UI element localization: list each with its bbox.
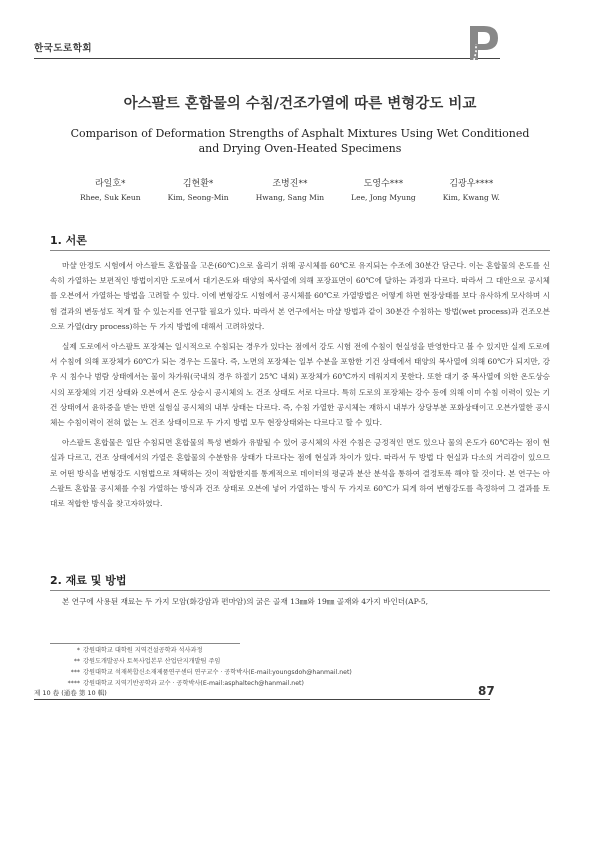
section2-heading: 2. 재료 및 방법 bbox=[50, 574, 127, 587]
author bbox=[443, 176, 500, 202]
journal-logo-icon bbox=[462, 22, 502, 62]
author bbox=[80, 176, 141, 202]
author bbox=[168, 176, 229, 202]
paragraph: 마샬 안정도 시험에서 아스팔트 혼합물을 고온(60℃)으로 올리기 위해 공시체를 60℃로 유지되는 수조에 30분간 담근다. 이는 혼합물의 온도를 신속히 가열하는 보편적인 방법이지만 도로에서 대기온도와 태양의 복사열에 의해 포장표면이 60℃에 달하는 과정과 다르다. 따라서 그 대안으로 공시체를 오븐에서 가열하는 방법을 고려할 수 있다. 이에 변형강도 시험에서 공시체를 60℃로 가열방법은 어떻게 하면 현장상태를 보다 유사하게 모사하며 시험 결과의 변동성도 적게 할 수 있는지를 연구할 필요가 있다. 따라서 본 연구에서는 마샬 방법과 같이 30분간 수침하는 방법(wet process)과 건조오븐으로 가열(dry process)하는 두 가지 방법에 대해서 고려하였다. bbox=[50, 261, 550, 331]
paragraph: 아스팔트 혼합물은 일단 수침되면 혼합물의 특성 변화가 유발될 수 있어 공시체의 사전 수침은 긍정적인 면도 있으나 물의 온도가 60℃라는 점이 현실과 다르고, 건조 상태에서의 가열은 혼합물의 수분함유 상태가 다르다는 점에 현실과 차이가 있다. 따라서 두 방법 다 현실과 다소의 거리감이 있으므로 어떤 방식을 변형강도 시험법으로 채택하는 것이 적합한지를 통계적으로 데이터의 평균과 분산 분석을 통하여 결정토록 해야 할 것이다. 본 연구는 아스팔트 혼합물 공시체를 수침 가열하는 방식과 건조 상태로 오븐에 넣어 가열하는 방식 두 가지로 60℃가 되게 하여 변형강도를 측정하여 그 결과를 토대로 적합한 방식을 찾고자하였다. bbox=[50, 438, 550, 509]
footnote-mark: ** bbox=[73, 658, 80, 665]
author-name-en: Kim, Seong-Min bbox=[167, 193, 229, 202]
author-name-ko: 김광우**** bbox=[449, 179, 494, 189]
journal-name: 한국도로학회 bbox=[34, 43, 93, 54]
title-english-line1: Comparison of Deformation Strengths of Asphalt Mixtures Using Wet Conditioned bbox=[70, 127, 530, 140]
title-korean: 아스팔트 혼합물의 수침/건조가열에 따른 변형강도 비교 bbox=[123, 96, 477, 112]
footnote bbox=[58, 645, 352, 656]
paragraph: 본 연구에 사용된 재료는 두 가지 모암(화강암과 편마암)의 굵은 골재 13㎜와 19㎜ 골재와 4가지 바인더(AP-5, bbox=[62, 597, 429, 606]
paragraph: 실제 도로에서 아스팔트 포장체는 일시적으로 수침되는 경우가 있다는 점에서 강도 시험 전에 수침이 현실성을 반영한다고 볼 수 있지만 실제 도로에서 수침에 의해 포장체가 60℃가 되는 경우는 드물다. 즉, 노면의 포장체는 일부 수분을 포함한 기건 상태에서 태양의 복사열에 의해 60℃가 되지만, 강우 시 침수나 범람 상태에서는 물이 차가워(국내의 경우 하절기 25℃ 내외) 포장체가 60℃까지 데워지지 못한다. 또한 대기 중 복사열에 의한 온도상승시의 포장체의 기건 상태와 오븐에서 온도 상승시 공시체의 노 건조 상태도 서로 다르다. 특히 도로의 포장체는 강수 등에 의해 이미 수침 이력이 있는 기건 상태에서 윤하중을 받는 반면 실험실 공시체의 내부 상태는 다르다. 즉, 수침 가열한 공시체는 재하시 내부가 상당부분 포화상태이고 오븐가열한 공시체는 수침이력이 전혀 없는 노 건조 상태이므로 두 가지 방법 모두 현장상태와는 다르다고 할 수 있다. bbox=[50, 342, 550, 428]
footnote-mark: *** bbox=[70, 669, 80, 676]
footnotes bbox=[58, 645, 352, 689]
footnote-text: 강원대학교 지역기반공학과 교수 · 공학박사(E-mail:asphaltech@hanmail.net) bbox=[83, 680, 304, 687]
footnote-mark: * bbox=[76, 647, 80, 654]
header-rule bbox=[34, 58, 500, 59]
author-name-ko: 라일호* bbox=[94, 179, 126, 189]
author-name-ko: 김현환* bbox=[182, 179, 214, 189]
footer-volume: 제 10 卷 (通卷 第 10 輯) bbox=[34, 689, 107, 697]
author-name-ko: 도영수*** bbox=[363, 179, 404, 189]
section1-heading: 1. 서론 bbox=[50, 234, 87, 247]
footnote-mark: **** bbox=[67, 680, 80, 687]
author-name-en: Hwang, Sang Min bbox=[255, 193, 325, 202]
author-name-en: Rhee, Suk Keun bbox=[80, 193, 141, 202]
footnote bbox=[58, 667, 352, 678]
title-english-line2: and Drying Oven-Heated Specimens bbox=[198, 142, 402, 155]
footnote-text: 강원대학교 석재복합신소재제품연구센터 연구교수 · 공학박사(E-mail:youngsdoh@hanmail.net) bbox=[83, 669, 352, 676]
footnote-text: 강원도개발공사 토목사업본부 산업단지개발팀 주임 bbox=[83, 658, 221, 665]
footnote-rule bbox=[50, 643, 240, 644]
section2-rule bbox=[50, 590, 550, 591]
footer-rule bbox=[34, 699, 490, 700]
author-name-ko: 조병진** bbox=[272, 179, 308, 189]
author-name-en: Lee, Jong Myung bbox=[351, 193, 416, 202]
section1-body bbox=[50, 258, 550, 516]
section2-body bbox=[50, 594, 550, 614]
footnote-text: 강원대학교 대학원 지역건설공학과 석사과정 bbox=[83, 647, 203, 654]
author bbox=[351, 176, 416, 202]
page-number: 87 bbox=[478, 684, 495, 698]
author-list bbox=[80, 176, 500, 202]
author-name-en: Kim, Kwang W. bbox=[442, 193, 500, 202]
author bbox=[256, 176, 324, 202]
section1-rule bbox=[50, 250, 550, 251]
title-english bbox=[40, 126, 560, 156]
footnote bbox=[58, 656, 352, 667]
